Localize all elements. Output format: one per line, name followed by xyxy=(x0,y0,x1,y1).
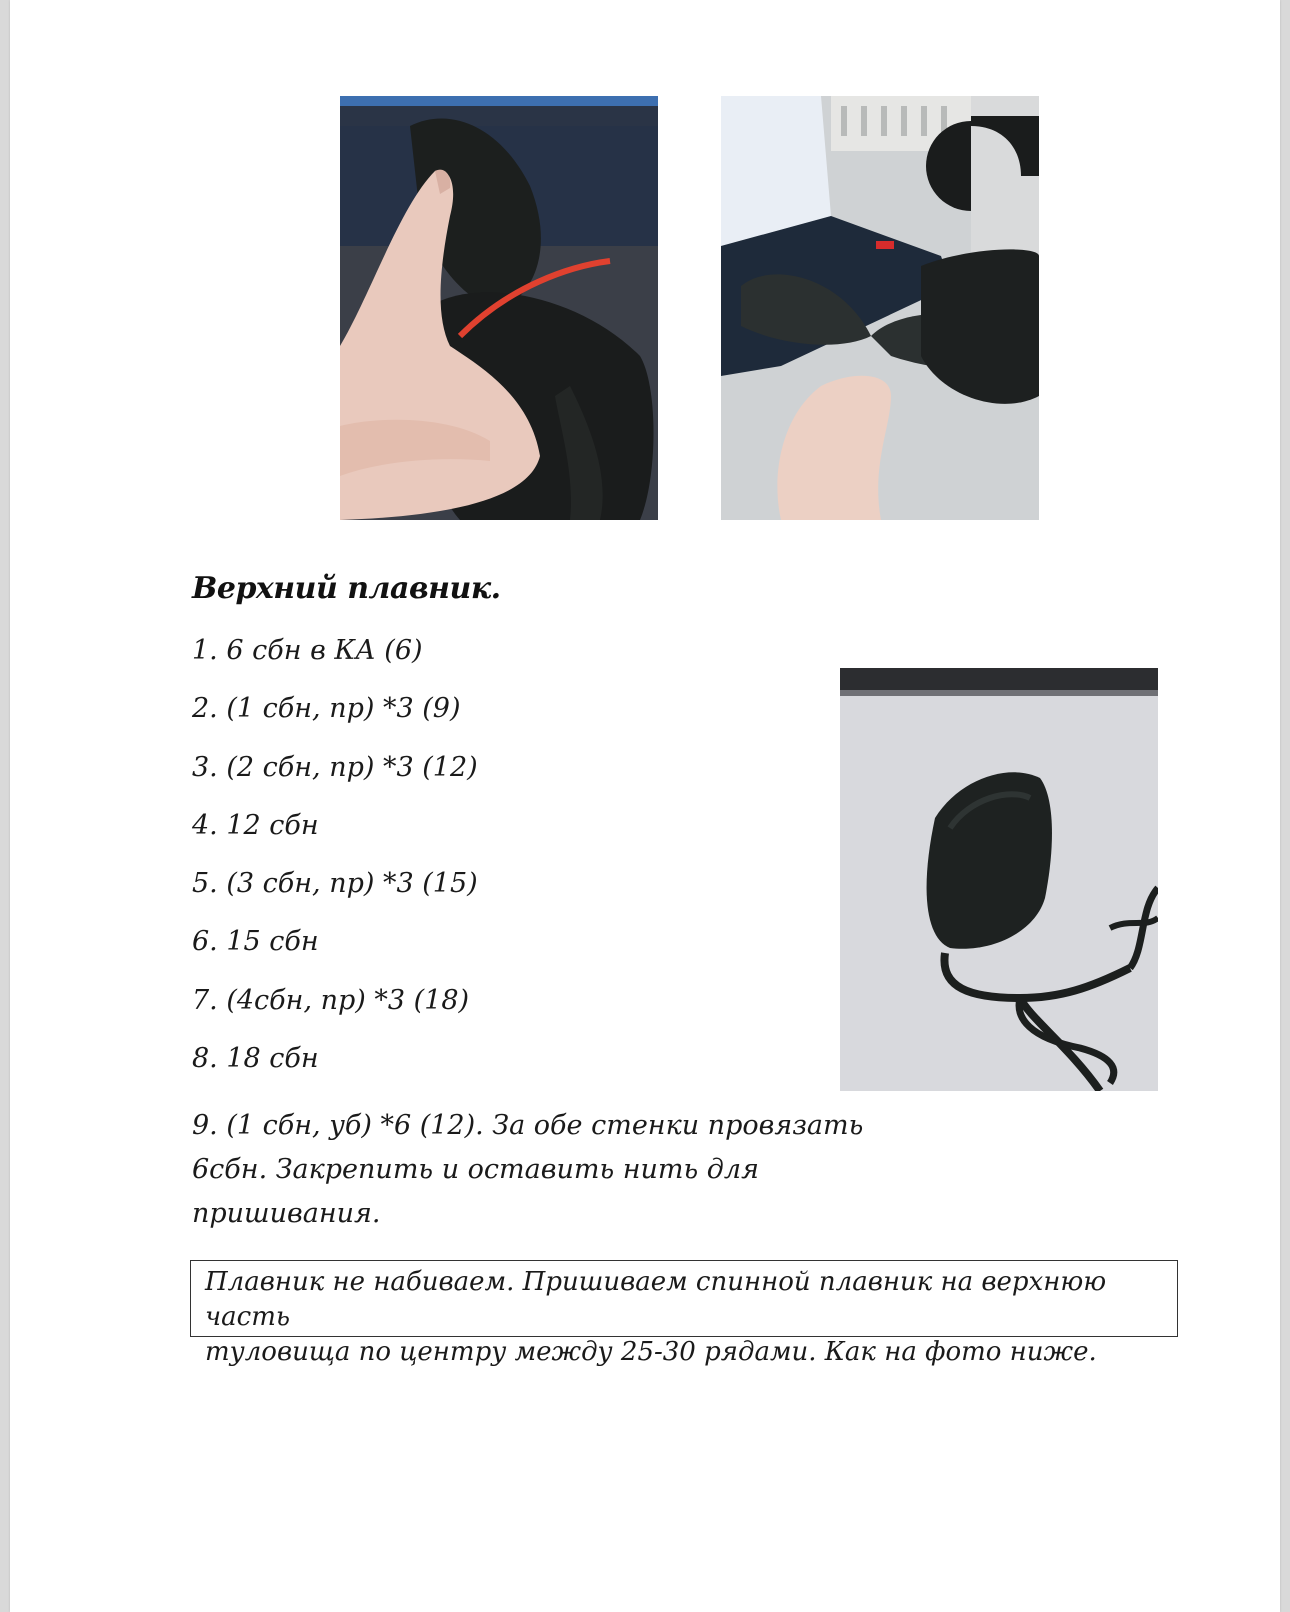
note-line-2: туловища по центру между 25-30 рядами. Как на фото ниже. xyxy=(205,1337,1097,1367)
steps-list xyxy=(192,632,478,1098)
step-1: 1. 6 сбн в КА (6) xyxy=(192,635,423,666)
step-2: 2. (1 сбн, пр) *3 (9) xyxy=(192,693,461,725)
step-9-line-2: 6сбн. Закрепить и оставить нить для пришивания. xyxy=(192,1154,759,1229)
step-5: 5. (3 сбн, пр) *3 (15) xyxy=(192,868,478,900)
step-3: 3. (2 сбн, пр) *3 (12) xyxy=(192,751,478,783)
step-9 xyxy=(192,1104,892,1236)
note-line-1: Плавник не набиваем. Пришиваем спинной плавник на верхнюю часть xyxy=(205,1267,1107,1332)
note-box xyxy=(190,1260,1178,1367)
step-4: 4. 12 сбн xyxy=(192,809,319,841)
step-8: 8. 18 сбн xyxy=(192,1043,319,1075)
step-7: 7. (4сбн, пр) *3 (18) xyxy=(192,984,470,1016)
section-title: Верхний плавник. xyxy=(192,571,501,606)
photo-hand-holding-fin xyxy=(340,96,658,520)
photo-finished-fin xyxy=(840,668,1158,1091)
photo-fins-near-laptop xyxy=(721,96,1039,520)
step-9-line-1: 9. (1 сбн, уб) *6 (12). За обе стенки провязать xyxy=(192,1110,864,1141)
document-page xyxy=(10,0,1280,1612)
step-6: 6. 15 сбн xyxy=(192,926,319,958)
